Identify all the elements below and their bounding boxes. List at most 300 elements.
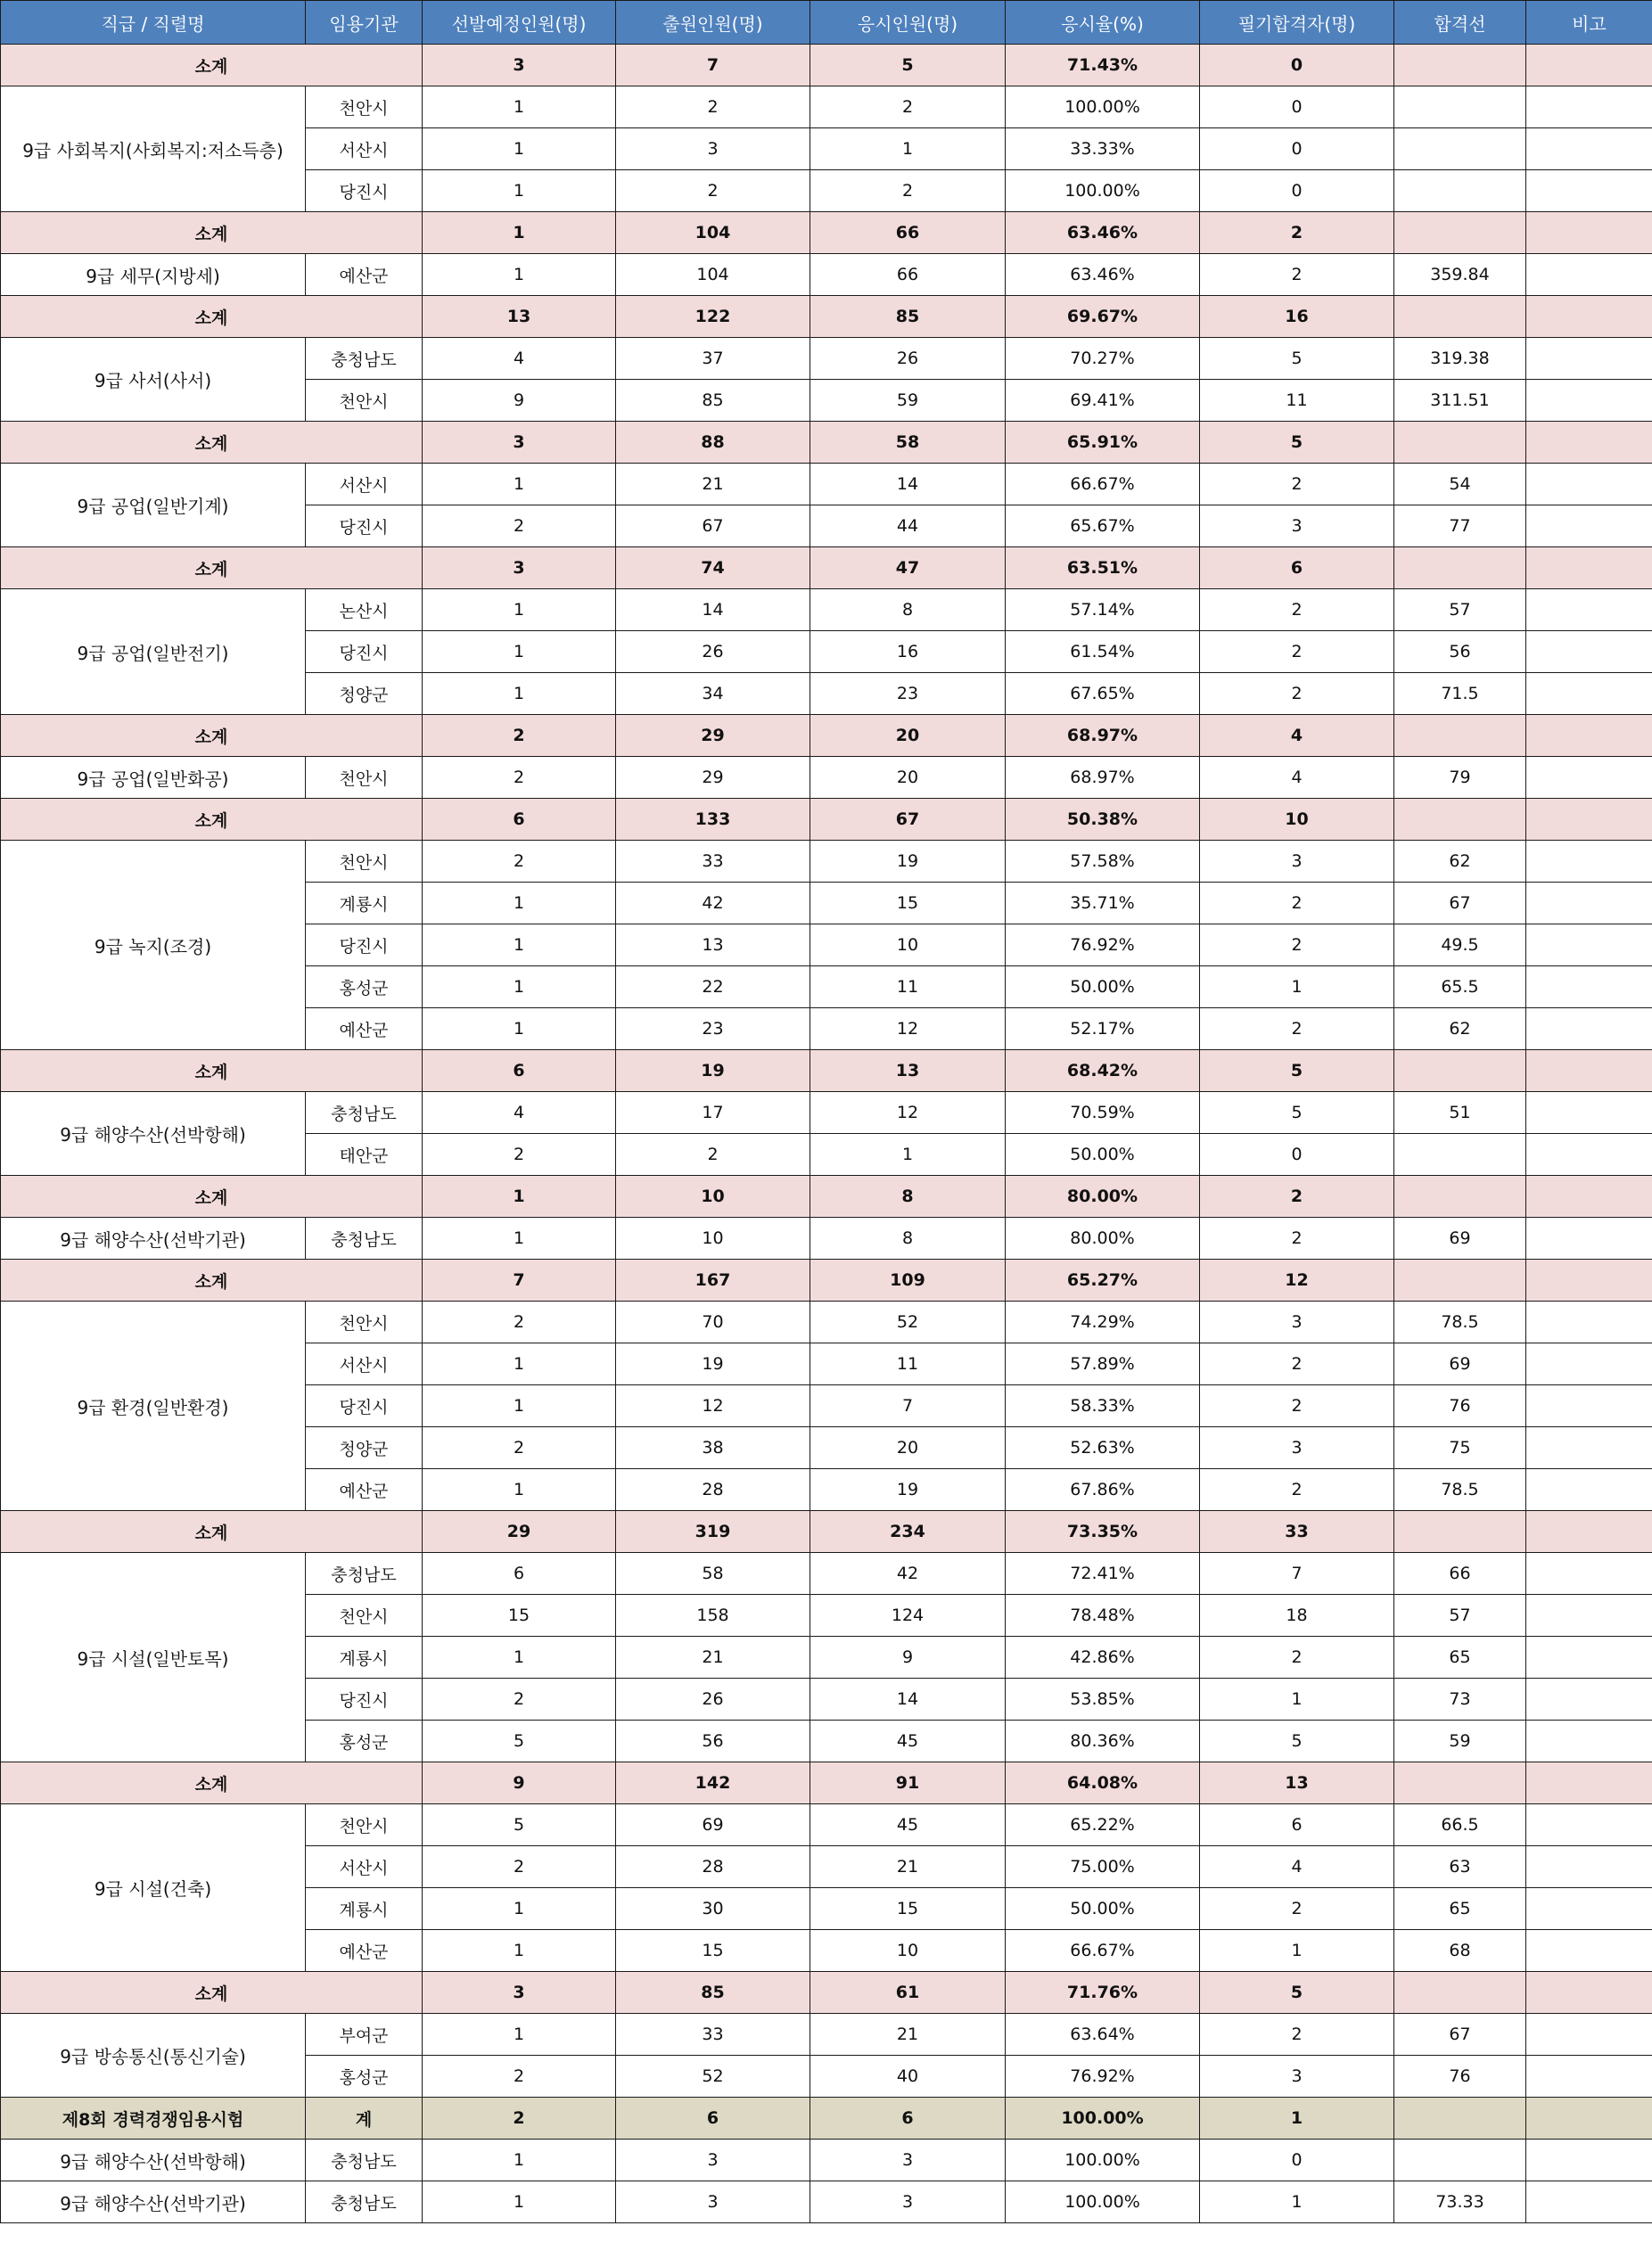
subtotal-passed: 13	[1200, 1762, 1394, 1804]
subtotal-applied: 142	[616, 1762, 810, 1804]
subtotal-row	[1, 1260, 1652, 1302]
took-cell: 21	[810, 1846, 1006, 1888]
rate-cell: 76.92%	[1006, 924, 1200, 966]
plan-cell: 1	[423, 1385, 616, 1427]
subtotal-took: 47	[810, 547, 1006, 589]
agency-cell: 부여군	[306, 2014, 423, 2056]
subtotal-passed: 5	[1200, 1972, 1394, 2014]
subtotal-rate: 80.00%	[1006, 1176, 1200, 1218]
job-name: 9급 공업(일반화공)	[1, 757, 306, 799]
section-took: 6	[810, 2098, 1006, 2140]
plan-cell: 2	[423, 1134, 616, 1176]
took-cell: 11	[810, 966, 1006, 1008]
cutoff-cell: 75	[1394, 1427, 1526, 1469]
cutoff-cell	[1394, 128, 1526, 170]
rate-cell: 100.00%	[1006, 86, 1200, 128]
note-cell	[1526, 883, 1652, 924]
subtotal-label: 소계	[1, 1176, 423, 1218]
applied-cell: 21	[616, 1637, 810, 1679]
job-name: 9급 공업(일반전기)	[1, 589, 306, 715]
note-cell	[1526, 464, 1652, 505]
passed-cell: 2	[1200, 2014, 1394, 2056]
applied-cell: 69	[616, 1804, 810, 1846]
job-name: 9급 해양수산(선박기관)	[1, 2181, 306, 2223]
rate-cell: 58.33%	[1006, 1385, 1200, 1427]
agency-cell: 예산군	[306, 1008, 423, 1050]
passed-cell: 5	[1200, 1092, 1394, 1134]
took-cell: 3	[810, 2181, 1006, 2223]
applied-cell: 13	[616, 924, 810, 966]
plan-cell: 2	[423, 505, 616, 547]
plan-cell: 1	[423, 2014, 616, 2056]
passed-cell: 3	[1200, 1427, 1394, 1469]
table-row	[1, 464, 1652, 505]
subtotal-passed: 6	[1200, 547, 1394, 589]
subtotal-label: 소계	[1, 799, 423, 841]
plan-cell: 1	[423, 673, 616, 715]
rate-cell: 100.00%	[1006, 2181, 1200, 2223]
subtotal-plan: 9	[423, 1762, 616, 1804]
passed-cell: 2	[1200, 1888, 1394, 1930]
subtotal-cutoff	[1394, 296, 1526, 338]
subtotal-plan: 1	[423, 212, 616, 254]
subtotal-note	[1526, 1176, 1652, 1218]
rate-cell: 69.41%	[1006, 380, 1200, 422]
cutoff-cell: 51	[1394, 1092, 1526, 1134]
took-cell: 12	[810, 1092, 1006, 1134]
took-cell: 21	[810, 2014, 1006, 2056]
subtotal-rate: 64.08%	[1006, 1762, 1200, 1804]
subtotal-note	[1526, 1762, 1652, 1804]
applied-cell: 158	[616, 1595, 810, 1637]
agency-cell: 천안시	[306, 757, 423, 799]
note-cell	[1526, 1888, 1652, 1930]
subtotal-rate: 65.91%	[1006, 422, 1200, 464]
subtotal-rate: 73.35%	[1006, 1511, 1200, 1553]
plan-cell: 1	[423, 2140, 616, 2181]
agency-cell: 천안시	[306, 1302, 423, 1343]
table-row	[1, 338, 1652, 380]
section-label: 제8회 경력경쟁임용시험	[1, 2098, 306, 2140]
cutoff-cell: 69	[1394, 1218, 1526, 1260]
note-cell	[1526, 1804, 1652, 1846]
passed-cell: 2	[1200, 1637, 1394, 1679]
applied-cell: 42	[616, 883, 810, 924]
job-name: 9급 환경(일반환경)	[1, 1302, 306, 1511]
cutoff-cell: 62	[1394, 841, 1526, 883]
rate-cell: 50.00%	[1006, 1134, 1200, 1176]
applied-cell: 21	[616, 464, 810, 505]
subtotal-cutoff	[1394, 422, 1526, 464]
subtotal-passed: 12	[1200, 1260, 1394, 1302]
note-cell	[1526, 2181, 1652, 2223]
agency-cell: 천안시	[306, 380, 423, 422]
cutoff-cell: 56	[1394, 631, 1526, 673]
subtotal-row	[1, 1050, 1652, 1092]
plan-cell: 2	[423, 2056, 616, 2098]
cutoff-cell: 65.5	[1394, 966, 1526, 1008]
header-rate: 응시율(%)	[1006, 1, 1200, 45]
subtotal-row	[1, 799, 1652, 841]
took-cell: 45	[810, 1804, 1006, 1846]
subtotal-plan: 29	[423, 1511, 616, 1553]
plan-cell: 1	[423, 86, 616, 128]
job-name: 9급 방송통신(통신기술)	[1, 2014, 306, 2098]
table-row	[1, 1218, 1652, 1260]
passed-cell: 0	[1200, 2140, 1394, 2181]
table-row	[1, 1302, 1652, 1343]
applied-cell: 28	[616, 1846, 810, 1888]
table-row	[1, 841, 1652, 883]
cutoff-cell: 311.51	[1394, 380, 1526, 422]
took-cell: 45	[810, 1721, 1006, 1762]
agency-cell: 당진시	[306, 924, 423, 966]
agency-cell: 당진시	[306, 170, 423, 212]
applied-cell: 2	[616, 1134, 810, 1176]
subtotal-took: 13	[810, 1050, 1006, 1092]
plan-cell: 4	[423, 1092, 616, 1134]
subtotal-cutoff	[1394, 715, 1526, 757]
applied-cell: 14	[616, 589, 810, 631]
passed-cell: 3	[1200, 1302, 1394, 1343]
rate-cell: 67.65%	[1006, 673, 1200, 715]
plan-cell: 1	[423, 1637, 616, 1679]
subtotal-took: 61	[810, 1972, 1006, 2014]
job-name: 9급 해양수산(선박기관)	[1, 1218, 306, 1260]
agency-cell: 태안군	[306, 1134, 423, 1176]
note-cell	[1526, 589, 1652, 631]
passed-cell: 2	[1200, 464, 1394, 505]
passed-cell: 2	[1200, 1008, 1394, 1050]
cutoff-cell	[1394, 86, 1526, 128]
plan-cell: 2	[423, 757, 616, 799]
subtotal-took: 5	[810, 45, 1006, 86]
note-cell	[1526, 254, 1652, 296]
subtotal-passed: 4	[1200, 715, 1394, 757]
plan-cell: 1	[423, 924, 616, 966]
rate-cell: 33.33%	[1006, 128, 1200, 170]
applied-cell: 67	[616, 505, 810, 547]
note-cell	[1526, 1385, 1652, 1427]
cutoff-cell: 62	[1394, 1008, 1526, 1050]
subtotal-applied: 7	[616, 45, 810, 86]
subtotal-cutoff	[1394, 1762, 1526, 1804]
cutoff-cell: 76	[1394, 2056, 1526, 2098]
applied-cell: 12	[616, 1385, 810, 1427]
passed-cell: 7	[1200, 1553, 1394, 1595]
subtotal-applied: 88	[616, 422, 810, 464]
took-cell: 2	[810, 86, 1006, 128]
subtotal-label: 소계	[1, 1260, 423, 1302]
passed-cell: 2	[1200, 1218, 1394, 1260]
note-cell	[1526, 673, 1652, 715]
took-cell: 52	[810, 1302, 1006, 1343]
note-cell	[1526, 2056, 1652, 2098]
subtotal-label: 소계	[1, 212, 423, 254]
cutoff-cell: 78.5	[1394, 1469, 1526, 1511]
subtotal-plan: 3	[423, 547, 616, 589]
subtotal-label: 소계	[1, 1050, 423, 1092]
plan-cell: 1	[423, 1930, 616, 1972]
applied-cell: 70	[616, 1302, 810, 1343]
applied-cell: 3	[616, 2181, 810, 2223]
agency-cell: 청양군	[306, 1427, 423, 1469]
passed-cell: 5	[1200, 338, 1394, 380]
table-row	[1, 757, 1652, 799]
passed-cell: 3	[1200, 2056, 1394, 2098]
note-cell	[1526, 1008, 1652, 1050]
agency-cell: 계룡시	[306, 1637, 423, 1679]
passed-cell: 4	[1200, 757, 1394, 799]
subtotal-rate: 63.46%	[1006, 212, 1200, 254]
subtotal-note	[1526, 1050, 1652, 1092]
rate-cell: 57.89%	[1006, 1343, 1200, 1385]
cutoff-cell: 68	[1394, 1930, 1526, 1972]
plan-cell: 1	[423, 589, 616, 631]
note-cell	[1526, 1846, 1652, 1888]
agency-cell: 당진시	[306, 1679, 423, 1721]
subtotal-row	[1, 715, 1652, 757]
plan-cell: 2	[423, 1846, 616, 1888]
subtotal-took: 234	[810, 1511, 1006, 1553]
subtotal-row	[1, 45, 1652, 86]
plan-cell: 1	[423, 254, 616, 296]
note-cell	[1526, 505, 1652, 547]
passed-cell: 1	[1200, 1930, 1394, 1972]
subtotal-note	[1526, 422, 1652, 464]
agency-cell: 충청남도	[306, 1218, 423, 1260]
took-cell: 10	[810, 1930, 1006, 1972]
section-passed: 1	[1200, 2098, 1394, 2140]
subtotal-took: 67	[810, 799, 1006, 841]
header-job: 직급 / 직렬명	[1, 1, 306, 45]
subtotal-note	[1526, 1511, 1652, 1553]
rate-cell: 74.29%	[1006, 1302, 1200, 1343]
agency-cell: 당진시	[306, 505, 423, 547]
agency-cell: 예산군	[306, 1930, 423, 1972]
header-plan: 선발예정인원(명)	[423, 1, 616, 45]
subtotal-plan: 6	[423, 799, 616, 841]
plan-cell: 1	[423, 2181, 616, 2223]
subtotal-note	[1526, 715, 1652, 757]
cutoff-cell: 59	[1394, 1721, 1526, 1762]
subtotal-note	[1526, 1972, 1652, 2014]
applied-cell: 3	[616, 2140, 810, 2181]
plan-cell: 5	[423, 1804, 616, 1846]
subtotal-plan: 2	[423, 715, 616, 757]
agency-cell: 서산시	[306, 1846, 423, 1888]
agency-cell: 계룡시	[306, 883, 423, 924]
job-name: 9급 녹지(조경)	[1, 841, 306, 1050]
agency-cell: 당진시	[306, 631, 423, 673]
rate-cell: 57.58%	[1006, 841, 1200, 883]
applied-cell: 30	[616, 1888, 810, 1930]
took-cell: 15	[810, 883, 1006, 924]
section-applied: 6	[616, 2098, 810, 2140]
subtotal-plan: 6	[423, 1050, 616, 1092]
subtotal-row	[1, 296, 1652, 338]
rate-cell: 72.41%	[1006, 1553, 1200, 1595]
took-cell: 26	[810, 338, 1006, 380]
note-cell	[1526, 1721, 1652, 1762]
subtotal-passed: 10	[1200, 799, 1394, 841]
subtotal-rate: 71.76%	[1006, 1972, 1200, 2014]
applied-cell: 2	[616, 86, 810, 128]
subtotal-applied: 85	[616, 1972, 810, 2014]
agency-cell: 천안시	[306, 1595, 423, 1637]
subtotal-plan: 7	[423, 1260, 616, 1302]
subtotal-rate: 63.51%	[1006, 547, 1200, 589]
rate-cell: 80.00%	[1006, 1218, 1200, 1260]
cutoff-cell	[1394, 170, 1526, 212]
note-cell	[1526, 757, 1652, 799]
cutoff-cell: 73	[1394, 1679, 1526, 1721]
took-cell: 59	[810, 380, 1006, 422]
cutoff-cell	[1394, 1134, 1526, 1176]
table-body	[1, 45, 1652, 2223]
rate-cell: 53.85%	[1006, 1679, 1200, 1721]
subtotal-note	[1526, 212, 1652, 254]
rate-cell: 80.36%	[1006, 1721, 1200, 1762]
table-row	[1, 2140, 1652, 2181]
plan-cell: 15	[423, 1595, 616, 1637]
cutoff-cell: 67	[1394, 883, 1526, 924]
applied-cell: 33	[616, 841, 810, 883]
subtotal-rate: 68.97%	[1006, 715, 1200, 757]
note-cell	[1526, 1595, 1652, 1637]
took-cell: 66	[810, 254, 1006, 296]
cutoff-cell: 319.38	[1394, 338, 1526, 380]
subtotal-cutoff	[1394, 1511, 1526, 1553]
header-applied: 출원인원(명)	[616, 1, 810, 45]
plan-cell: 6	[423, 1553, 616, 1595]
rate-cell: 63.64%	[1006, 2014, 1200, 2056]
subtotal-label: 소계	[1, 1511, 423, 1553]
section-agency: 계	[306, 2098, 423, 2140]
applied-cell: 52	[616, 2056, 810, 2098]
cutoff-cell: 67	[1394, 2014, 1526, 2056]
rate-cell: 50.00%	[1006, 966, 1200, 1008]
plan-cell: 2	[423, 841, 616, 883]
plan-cell: 1	[423, 883, 616, 924]
plan-cell: 1	[423, 128, 616, 170]
cutoff-cell: 66.5	[1394, 1804, 1526, 1846]
section-plan: 2	[423, 2098, 616, 2140]
took-cell: 20	[810, 757, 1006, 799]
cutoff-cell: 77	[1394, 505, 1526, 547]
applied-cell: 3	[616, 128, 810, 170]
rate-cell: 52.63%	[1006, 1427, 1200, 1469]
passed-cell: 0	[1200, 86, 1394, 128]
rate-cell: 50.00%	[1006, 1888, 1200, 1930]
header-passed: 필기합격자(명)	[1200, 1, 1394, 45]
passed-cell: 4	[1200, 1846, 1394, 1888]
subtotal-label: 소계	[1, 1762, 423, 1804]
subtotal-rate: 50.38%	[1006, 799, 1200, 841]
table-row	[1, 2014, 1652, 2056]
subtotal-applied: 74	[616, 547, 810, 589]
passed-cell: 2	[1200, 1469, 1394, 1511]
subtotal-note	[1526, 799, 1652, 841]
rate-cell: 100.00%	[1006, 170, 1200, 212]
subtotal-applied: 19	[616, 1050, 810, 1092]
passed-cell: 2	[1200, 673, 1394, 715]
agency-cell: 홍성군	[306, 966, 423, 1008]
subtotal-applied: 29	[616, 715, 810, 757]
note-cell	[1526, 2140, 1652, 2181]
subtotal-cutoff	[1394, 799, 1526, 841]
subtotal-cutoff	[1394, 547, 1526, 589]
rate-cell: 65.22%	[1006, 1804, 1200, 1846]
rate-cell: 42.86%	[1006, 1637, 1200, 1679]
cutoff-cell: 49.5	[1394, 924, 1526, 966]
passed-cell: 2	[1200, 1343, 1394, 1385]
agency-cell: 서산시	[306, 1343, 423, 1385]
plan-cell: 1	[423, 464, 616, 505]
agency-cell: 서산시	[306, 128, 423, 170]
subtotal-label: 소계	[1, 715, 423, 757]
applied-cell: 34	[616, 673, 810, 715]
job-name: 9급 사서(사서)	[1, 338, 306, 422]
subtotal-note	[1526, 45, 1652, 86]
note-cell	[1526, 1469, 1652, 1511]
agency-cell: 논산시	[306, 589, 423, 631]
cutoff-cell: 54	[1394, 464, 1526, 505]
subtotal-took: 8	[810, 1176, 1006, 1218]
subtotal-applied: 10	[616, 1176, 810, 1218]
job-name: 9급 공업(일반기계)	[1, 464, 306, 547]
agency-cell: 청양군	[306, 673, 423, 715]
passed-cell: 1	[1200, 1679, 1394, 1721]
applied-cell: 2	[616, 170, 810, 212]
took-cell: 9	[810, 1637, 1006, 1679]
passed-cell: 2	[1200, 631, 1394, 673]
subtotal-plan: 13	[423, 296, 616, 338]
cutoff-cell: 57	[1394, 1595, 1526, 1637]
section-note	[1526, 2098, 1652, 2140]
note-cell	[1526, 380, 1652, 422]
subtotal-label: 소계	[1, 1972, 423, 2014]
took-cell: 15	[810, 1888, 1006, 1930]
passed-cell: 3	[1200, 505, 1394, 547]
applied-cell: 23	[616, 1008, 810, 1050]
plan-cell: 1	[423, 1008, 616, 1050]
subtotal-applied: 104	[616, 212, 810, 254]
took-cell: 14	[810, 464, 1006, 505]
subtotal-applied: 167	[616, 1260, 810, 1302]
plan-cell: 1	[423, 1469, 616, 1511]
took-cell: 20	[810, 1427, 1006, 1469]
passed-cell: 2	[1200, 254, 1394, 296]
applied-cell: 37	[616, 338, 810, 380]
note-cell	[1526, 2014, 1652, 2056]
took-cell: 23	[810, 673, 1006, 715]
subtotal-took: 109	[810, 1260, 1006, 1302]
cutoff-cell: 359.84	[1394, 254, 1526, 296]
subtotal-row	[1, 1511, 1652, 1553]
table-row	[1, 1553, 1652, 1595]
applied-cell: 56	[616, 1721, 810, 1762]
passed-cell: 1	[1200, 966, 1394, 1008]
rate-cell: 57.14%	[1006, 589, 1200, 631]
applied-cell: 26	[616, 1679, 810, 1721]
took-cell: 11	[810, 1343, 1006, 1385]
job-name: 9급 해양수산(선박항해)	[1, 1092, 306, 1176]
table-header	[1, 1, 1652, 45]
note-cell	[1526, 1343, 1652, 1385]
rate-cell: 66.67%	[1006, 464, 1200, 505]
subtotal-row	[1, 1762, 1652, 1804]
